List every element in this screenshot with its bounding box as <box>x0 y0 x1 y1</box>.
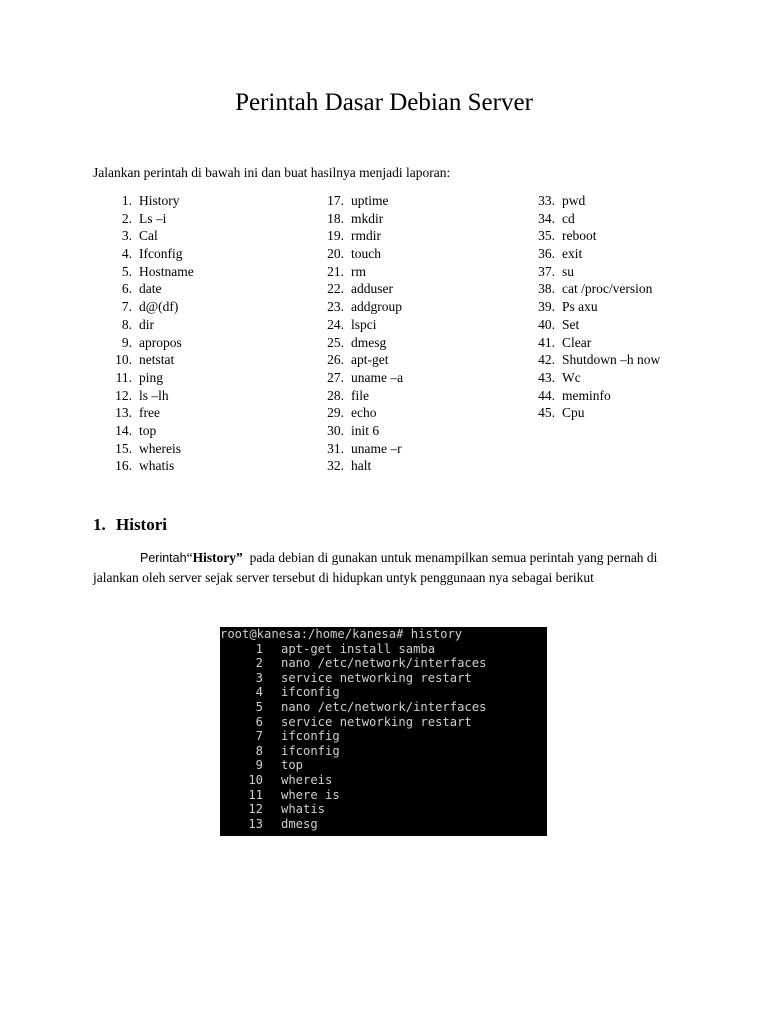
command-text: apt-get <box>351 352 389 368</box>
command-list-item <box>533 387 660 405</box>
terminal-history-row <box>220 642 547 657</box>
command-text: History <box>139 193 180 208</box>
command-list-item <box>322 280 403 298</box>
command-number: 38. <box>538 281 555 297</box>
command-list-item <box>108 227 194 245</box>
command-list-item <box>322 210 403 228</box>
command-number: 6. <box>121 281 132 297</box>
command-number: 18. <box>327 210 344 226</box>
command-list-item <box>108 334 194 352</box>
history-command: whatis <box>281 802 326 817</box>
command-number: 10. <box>115 352 132 368</box>
command-text: whereis <box>139 440 181 456</box>
command-text: ls –lh <box>139 387 169 403</box>
command-text: netstat <box>139 352 175 368</box>
history-command: service networking restart <box>281 670 472 685</box>
command-list-item <box>322 404 403 422</box>
command-number: 33. <box>538 193 555 208</box>
command-text: dir <box>139 316 154 332</box>
command-text: init 6 <box>351 422 380 438</box>
history-command: where is <box>281 787 340 802</box>
command-list-item <box>533 316 660 334</box>
command-number: 11. <box>115 369 132 385</box>
command-text: Ifconfig <box>139 246 183 262</box>
history-number: 11 <box>248 787 263 802</box>
command-text: Hostname <box>139 263 194 279</box>
command-list-item <box>322 316 403 334</box>
command-text: Cpu <box>562 405 585 421</box>
command-text: uname –r <box>351 440 402 456</box>
command-number: 30. <box>327 422 344 438</box>
command-text: Clear <box>562 334 592 350</box>
command-list-item <box>322 457 403 475</box>
para-command: History” <box>192 550 243 565</box>
command-text: exit <box>562 246 583 262</box>
command-list-item <box>533 245 660 263</box>
command-list-item <box>322 192 403 210</box>
command-number: 13. <box>115 405 132 421</box>
command-text: date <box>139 281 162 297</box>
command-list-column-2 <box>322 192 403 475</box>
command-text: Wc <box>562 369 581 385</box>
history-number: 12 <box>248 802 263 817</box>
command-text: halt <box>351 458 372 474</box>
command-list-item <box>108 280 194 298</box>
command-list-column-1 <box>108 192 194 475</box>
command-text: whatis <box>139 458 175 474</box>
command-list-item <box>108 404 194 422</box>
command-number: 29. <box>327 405 344 421</box>
history-command: dmesg <box>281 816 318 831</box>
history-command: ifconfig <box>281 685 340 700</box>
command-text: Ps axu <box>562 299 598 315</box>
terminal-history-row <box>220 656 547 671</box>
command-text: top <box>139 422 157 438</box>
history-command: top <box>281 758 304 773</box>
command-number: 24. <box>327 316 344 332</box>
command-text: adduser <box>351 281 393 297</box>
history-number: 10 <box>248 772 263 787</box>
para-word: Perintah <box>140 551 187 565</box>
command-number: 22. <box>327 281 344 297</box>
terminal-prompt: root@kanesa:/home/kanesa# history <box>220 627 463 641</box>
command-number: 14. <box>115 422 132 438</box>
command-number: 2. <box>121 210 132 226</box>
command-list-item <box>108 351 194 369</box>
command-number: 5. <box>121 263 132 279</box>
command-list-item <box>533 351 660 369</box>
command-list-item <box>533 369 660 387</box>
history-command: nano /etc/network/interfaces <box>281 699 487 714</box>
history-number: 3 <box>255 670 263 685</box>
terminal-history-row <box>220 744 547 759</box>
command-text: meminfo <box>562 387 611 403</box>
command-text: Set <box>562 316 580 332</box>
command-list-item <box>322 351 403 369</box>
command-number: 15. <box>115 440 132 456</box>
command-text: reboot <box>562 228 597 244</box>
command-text: ping <box>139 369 164 385</box>
command-list-column-3 <box>533 192 660 422</box>
command-number: 40. <box>538 316 555 332</box>
command-list-item <box>108 387 194 405</box>
terminal-history-row <box>220 788 547 803</box>
command-list-item <box>108 263 194 281</box>
history-number: 2 <box>255 656 263 671</box>
history-number: 7 <box>255 729 263 744</box>
history-number: 6 <box>255 714 263 729</box>
section-number: 1. <box>93 515 106 534</box>
command-number: 1. <box>121 193 132 208</box>
terminal-history-row <box>220 729 547 744</box>
command-text: su <box>562 263 575 279</box>
command-list-item <box>322 440 403 458</box>
terminal-history-row <box>220 758 547 773</box>
command-list-item <box>533 298 660 316</box>
terminal-history-row <box>220 671 547 686</box>
command-list-item <box>533 227 660 245</box>
command-number: 28. <box>327 387 344 403</box>
command-text: apropos <box>139 334 182 350</box>
history-command: nano /etc/network/interfaces <box>281 656 487 671</box>
command-text: mkdir <box>351 210 384 226</box>
command-number: 7. <box>121 299 132 315</box>
command-number: 17. <box>327 193 344 208</box>
command-text: lspci <box>351 316 377 332</box>
command-text: echo <box>351 405 377 421</box>
command-number: 42. <box>538 352 555 368</box>
command-list-item <box>533 192 660 210</box>
terminal-history-row <box>220 685 547 700</box>
command-list-item <box>108 316 194 334</box>
command-number: 23. <box>327 299 344 315</box>
command-number: 34. <box>538 210 555 226</box>
command-list-item <box>533 263 660 281</box>
history-command: ifconfig <box>281 729 340 744</box>
command-number: 43. <box>538 369 555 385</box>
command-list-item <box>108 457 194 475</box>
command-text: Cal <box>139 228 158 244</box>
command-number: 12. <box>115 387 132 403</box>
command-number: 3. <box>121 228 132 244</box>
command-list-item <box>322 263 403 281</box>
section-title: Histori <box>116 515 167 534</box>
command-list-item <box>108 440 194 458</box>
command-text: cd <box>562 210 575 226</box>
section-paragraph <box>93 548 683 587</box>
command-number: 37. <box>538 263 555 279</box>
command-number: 44. <box>538 387 555 403</box>
history-command: ifconfig <box>281 743 340 758</box>
command-number: 26. <box>327 352 344 368</box>
command-number: 19. <box>327 228 344 244</box>
command-list-item <box>108 298 194 316</box>
history-command: apt-get install samba <box>281 641 436 656</box>
command-text: rm <box>351 263 366 279</box>
terminal-history-row <box>220 802 547 817</box>
command-text: uname –a <box>351 369 404 385</box>
command-list-item <box>108 422 194 440</box>
intro-text: Jalankan perintah di bawah ini dan buat hasilnya menjadi laporan: <box>93 165 451 180</box>
command-number: 27. <box>327 369 344 385</box>
history-number: 9 <box>255 758 263 773</box>
command-number: 25. <box>327 334 344 350</box>
command-text: pwd <box>562 193 586 208</box>
command-list-item <box>322 245 403 263</box>
command-list-item <box>322 387 403 405</box>
command-list-item <box>108 369 194 387</box>
history-number: 1 <box>255 641 263 656</box>
command-list-item <box>108 192 194 210</box>
history-number: 8 <box>255 743 263 758</box>
command-list-item <box>108 245 194 263</box>
command-number: 45. <box>538 405 555 421</box>
history-number: 13 <box>248 816 263 831</box>
terminal-history-row <box>220 715 547 730</box>
command-number: 41. <box>538 334 555 350</box>
history-number: 5 <box>255 699 263 714</box>
para-rest: pada debian di gunakan untuk menampilkan semua perintah yang pernah di jalankan oleh server sejak server tersebut di hidupkan untyk penggunaan nya sebagai berikut <box>93 550 661 585</box>
command-text: free <box>139 405 160 421</box>
command-number: 8. <box>121 316 132 332</box>
para-open-quote: “ <box>186 550 193 565</box>
command-list-item <box>322 422 403 440</box>
command-list-item <box>533 404 660 422</box>
command-number: 4. <box>121 246 132 262</box>
terminal-screenshot <box>220 627 547 836</box>
command-list-item <box>533 210 660 228</box>
command-text: file <box>351 387 369 403</box>
command-number: 32. <box>327 458 344 474</box>
terminal-history-row <box>220 773 547 788</box>
command-list-item <box>533 280 660 298</box>
command-list-item <box>322 227 403 245</box>
command-list-item <box>322 334 403 352</box>
command-number: 9. <box>121 334 132 350</box>
command-list-item <box>322 369 403 387</box>
command-list-item <box>533 334 660 352</box>
command-number: 21. <box>327 263 344 279</box>
command-text: uptime <box>351 193 389 208</box>
command-number: 20. <box>327 246 344 262</box>
command-number: 35. <box>538 228 555 244</box>
command-number: 16. <box>115 458 132 474</box>
terminal-history-row <box>220 817 547 832</box>
command-text: dmesg <box>351 334 387 350</box>
command-list-item <box>322 298 403 316</box>
command-list-item <box>108 210 194 228</box>
command-text: Ls –i <box>139 210 167 226</box>
history-command: service networking restart <box>281 714 472 729</box>
history-number: 4 <box>255 685 263 700</box>
command-number: 39. <box>538 299 555 315</box>
page-title: Perintah Dasar Debian Server <box>235 89 533 116</box>
history-command: whereis <box>281 772 333 787</box>
terminal-history-row <box>220 700 547 715</box>
section-heading <box>93 514 167 536</box>
command-text: rmdir <box>351 228 381 244</box>
command-number: 36. <box>538 246 555 262</box>
command-text: touch <box>351 246 381 262</box>
command-text: addgroup <box>351 299 402 315</box>
command-number: 31. <box>327 440 344 456</box>
command-text: d@(df) <box>139 299 179 315</box>
command-text: Shutdown –h now <box>562 352 661 368</box>
command-text: cat /proc/version <box>562 281 653 297</box>
